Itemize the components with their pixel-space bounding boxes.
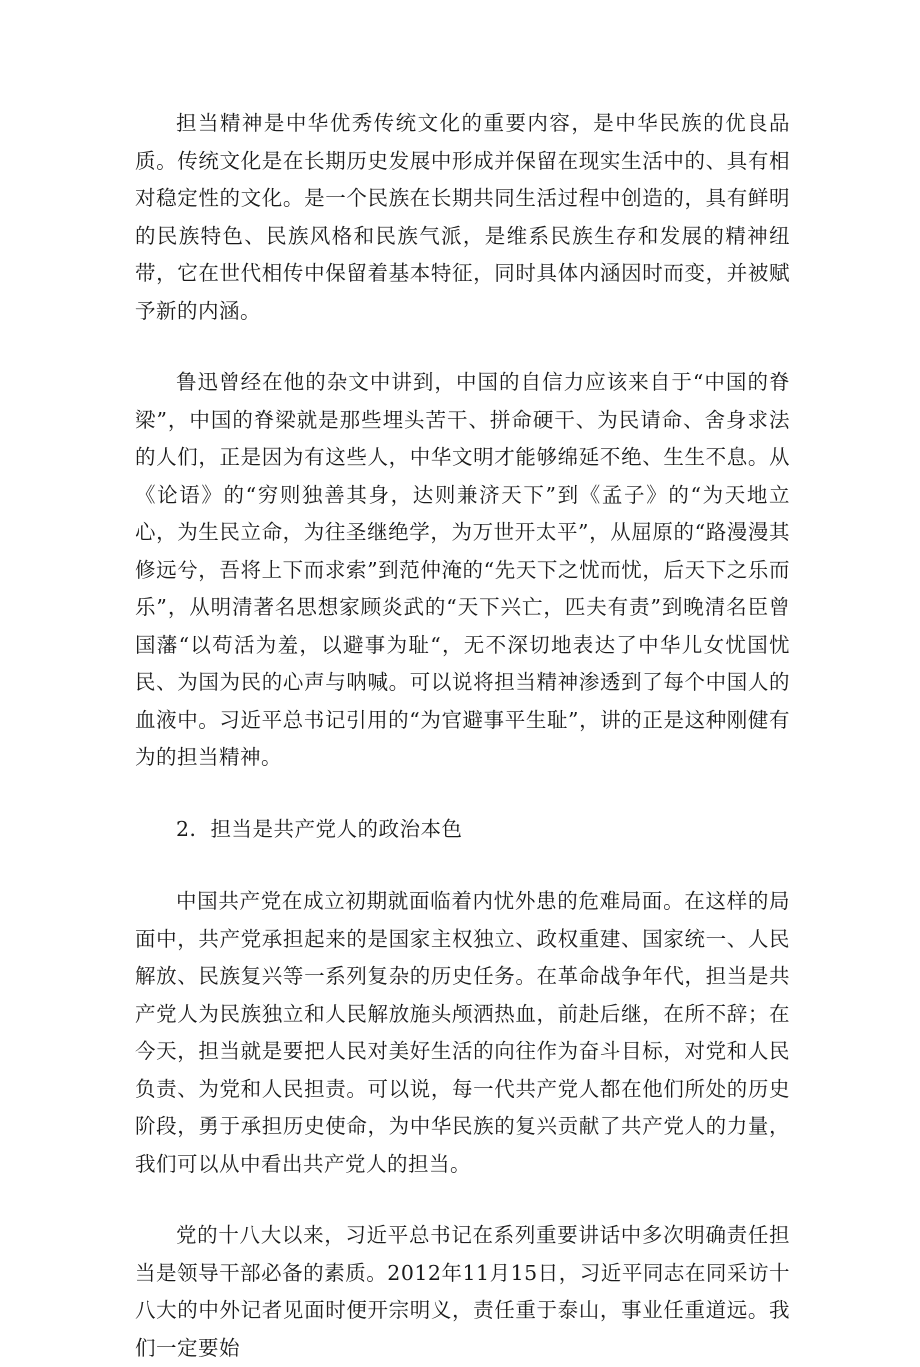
document-page — [135, 105, 790, 1367]
paragraph-eighteenth-congress: 党的十八大以来，习近平总书记在系列重要讲话中多次明确责任担当是领导干部必备的素质。2012年11月15日，习近平同志在同采访十八大的中外记者见面时便开宗明义，责任重于泰山，事业任重道远。我们一定要始 — [135, 1223, 790, 1360]
section-heading: 2．担当是共产党人的政治本色 — [176, 816, 463, 841]
paragraph-luxun: 鲁迅曾经在他的杂文中讲到，中国的自信力应该来自于“中国的脊梁”，中国的脊梁就是那些埋头苦干、拼命硬干、为民请命、舍身求法的人们，正是因为有这些人，中华文明才能够绵延不绝、生生不息。从《论语》的“穷则独善其身，达则兼济天下”到《孟子》的“为天地立心，为生民立命，为往圣继绝学，为万世开太平”，从屈原的“路漫漫其修远兮，吾将上下而求索”到范仲淹的“先天下之忧而忧，后天下之乐而乐”，从明清著名思想家顾炎武的“天下兴亡，匹夫有责”到晚清名臣曾国藩“以苟活为羞，以避事为耻“，无不深切地表达了中华儿女忧国忧民、为国为民的心声与呐喊。可以说将担当精神渗透到了每个中国人的血液中。习近平总书记引用的“为官避事平生耻”，讲的正是这种刚健有为的担当精神。 — [135, 370, 790, 769]
paragraph-tradition: 担当精神是中华优秀传统文化的重要内容，是中华民族的优良品质。传统文化是在长期历史发展中形成并保留在现实生活中的、具有相对稳定性的文化。是一个民族在长期共同生活过程中创造的，具有鲜明的民族特色、民族风格和民族气派，是维系民族生存和发展的精神纽带，它在世代相传中保留着基本特征，同时具体内涵因时而变，并被赋予新的内涵。 — [135, 111, 790, 323]
paragraph-party-history: 中国共产党在成立初期就面临着内忧外患的危难局面。在这样的局面中，共产党承担起来的是国家主权独立、政权重建、国家统一、人民解放、民族复兴等一系列复杂的历史任务。在革命战争年代，担当是共产党人为民族独立和人民解放施头颅洒热血，前赴后继，在所不辞；在今天，担当就是要把人民对美好生活的向往作为奋斗目标，对党和人民负责、为党和人民担责。可以说，每一代共产党人都在他们所处的历史阶段，勇于承担历史使命，为中华民族的复兴贡献了共产党人的力量，我们可以从中看出共产党人的担当。 — [135, 889, 790, 1176]
